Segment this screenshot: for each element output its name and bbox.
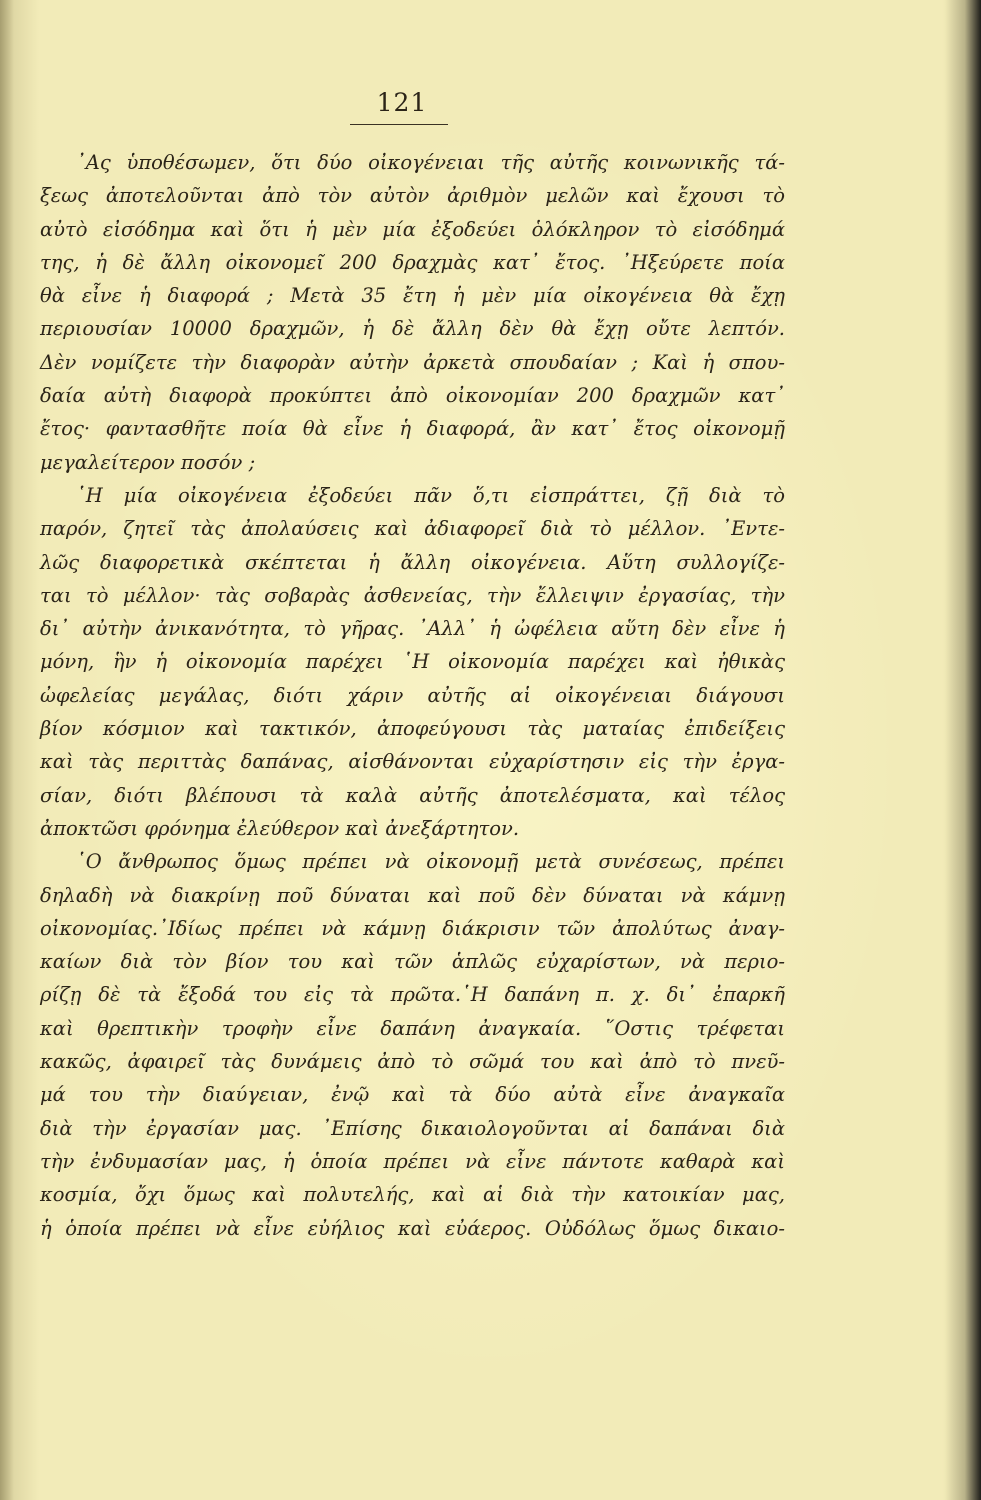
text-line: θὰ εἶνε ἡ διαφορά ; Μετὰ 35 ἔτη ἡ μὲν μία οἰκογένεια θὰ ἔχῃ [40,284,785,308]
text-line: ἔτος· φαντασθῆτε ποία θὰ εἶνε ἡ διαφορά, ἂν κατ᾿ ἔτος οἰκονομῇ [40,417,785,441]
text-line: καὶ τὰς περιττὰς δαπάνας, αἰσθάνονται εὐχαρίστησιν εἰς τὴν ἐργα- [40,750,785,774]
text-line: ρίζῃ δὲ τὰ ἔξοδά του εἰς τὰ πρῶτα.῾Η δαπάνη π. χ. δι᾿ ἐπαρκῆ [40,983,785,1007]
text-line: ῾Ο ἄνθρωπος ὅμως πρέπει νὰ οἰκονομῇ μετὰ συνέσεως, πρέπει [76,850,785,874]
text-line: παρόν, ζητεῖ τὰς ἀπολαύσεις καὶ ἀδιαφορεῖ διὰ τὸ μέλλον. ᾿Εντε- [40,517,785,541]
text-line: μά του τὴν διαύγειαν, ἐνῷ καὶ τὰ δύο αὐτὰ εἶνε ἀναγκαῖα [40,1083,785,1107]
text-line: λῶς διαφορετικὰ σκέπτεται ἡ ἄλλη οἰκογένεια. Αὕτη συλλογίζε- [40,550,785,574]
text-line: μόνη, ἣν ἡ οἰκονομία παρέχει ῾Η οἰκονομία παρέχει καὶ ἠθικὰς [40,650,785,674]
text-line: αὐτὸ εἰσόδημα καὶ ὅτι ἡ μὲν μία ἐξοδεύει ὁλόκληρον τὸ εἰσόδημά [40,217,785,241]
text-line: διὰ τὴν ἐργασίαν μας. ᾿Επίσης δικαιολογοῦνται αἱ δαπάναι διὰ [40,1116,785,1140]
page-spine-shadow [0,0,14,1500]
text-line: περιουσίαν 10000 δραχμῶν, ἡ δὲ ἄλλη δὲν θὰ ἔχῃ οὔτε λεπτόν. [40,317,785,341]
text-line: ῾Η μία οἰκογένεια ἐξοδεύει πᾶν ὅ,τι εἰσπράττει, ζῇ διὰ τὸ [76,483,785,507]
text-line: ἡ ὁποία πρέπει νὰ εἶνε εὐήλιος καὶ εὐάερος. Οὐδόλως ὅμως δικαιο- [40,1216,785,1240]
text-line: δαία αὐτὴ διαφορὰ προκύπτει ἀπὸ οἰκονομίαν 200 δραχμῶν κατ᾿ [40,384,785,408]
text-line: κοσμία, ὄχι ὅμως καὶ πολυτελής, καὶ αἱ διὰ τὴν κατοικίαν μας, [40,1183,785,1207]
text-line: καίων διὰ τὸν βίον του καὶ τῶν ἁπλῶς εὐχαρίστων, νὰ περιο- [40,950,785,974]
text-line: ὠφελείας μεγάλας, διότι χάριν αὐτῆς αἱ οἰκογένειαι διάγουσι [40,683,785,707]
text-line: μεγαλείτερον ποσόν ; [40,450,256,474]
text-line: καὶ θρεπτικὴν τροφὴν εἶνε δαπάνη ἀναγκαία. ῞Οστις τρέφεται [40,1016,785,1040]
page-number-rule [350,124,448,125]
text-line: Δὲν νομίζετε τὴν διαφορὰν αὐτὴν ἀρκετὰ σπουδαίαν ; Καὶ ἡ σπου- [40,350,785,374]
text-line: δηλαδὴ νὰ διακρίνῃ ποῦ δύναται καὶ ποῦ δὲν δύναται νὰ κάμνῃ [40,883,785,907]
text-line: οἰκονομίας.᾿Ιδίως πρέπει νὰ κάμνῃ διάκρισιν τῶν ἀπολύτως ἀναγ- [40,916,785,940]
text-line: βίον κόσμιον καὶ τακτικόν, ἀποφεύγουσι τὰς ματαίας ἐπιδείξεις [40,717,785,741]
text-line: ξεως ἀποτελοῦνται ἀπὸ τὸν αὐτὸν ἀριθμὸν μελῶν καὶ ἔχουσι τὸ [40,184,785,208]
text-line: της, ἡ δὲ ἄλλη οἰκονομεῖ 200 δραχμὰς κατ᾿ ἔτος. ᾿Ηξεύρετε ποία [40,250,785,274]
page-number: 121 [376,88,428,117]
text-line: τὴν ἐνδυμασίαν μας, ἡ ὁποία πρέπει νὰ εἶνε πάντοτε καθαρὰ καὶ [40,1149,785,1173]
text-line: ται τὸ μέλλον· τὰς σοβαρὰς ἀσθενείας, τὴν ἔλλειψιν ἐργασίας, τὴν [40,583,785,607]
text-line: σίαν, διότι βλέπουσι τὰ καλὰ αὐτῆς ἀποτελέσματα, καὶ τέλος [40,783,785,807]
text-line: δι᾿ αὐτὴν ἀνικανότητα, τὸ γῆρας. ᾿Αλλ᾿ ἡ ὠφέλεια αὕτη δὲν εἶνε ἡ [40,617,785,641]
text-line: ἀποκτῶσι φρόνημα ἐλεύθερον καὶ ἀνεξάρτητον. [40,816,520,840]
text-line: ᾿Ας ὑποθέσωμεν, ὅτι δύο οἰκογένειαι τῆς αὐτῆς κοινωνικῆς τά- [76,151,785,174]
page-right-edge [945,0,981,1500]
text-line: κακῶς, ἀφαιρεῖ τὰς δυνάμεις ἀπὸ τὸ σῶμά του καὶ ἀπὸ τὸ πνεῦ- [40,1050,785,1074]
body-text [40,146,785,1245]
